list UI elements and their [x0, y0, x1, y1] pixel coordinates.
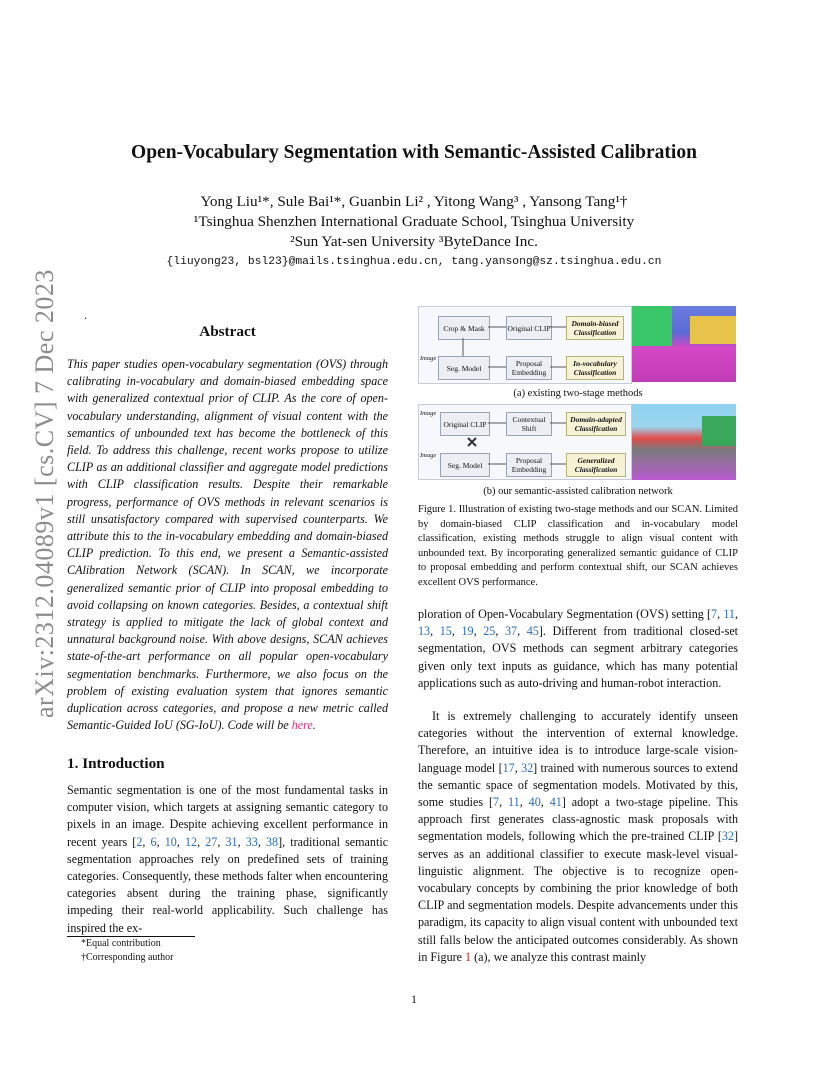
- citation[interactable]: 7: [711, 607, 718, 621]
- citation[interactable]: 17: [502, 760, 515, 775]
- citation[interactable]: 32: [521, 760, 534, 775]
- image-label-b-bottom: Image: [420, 452, 437, 459]
- citation-list[interactable]: 7, 11, 40, 41: [493, 795, 562, 810]
- contextual-shift-box: Contextual Shift: [506, 412, 552, 436]
- seg-model-box-b: Seg. Model: [440, 453, 490, 477]
- citation[interactable]: 31: [225, 834, 238, 849]
- arrows-a: [418, 306, 630, 382]
- domain-biased-box: Domain-biased Classification: [566, 316, 624, 340]
- figure-caption: Figure 1. Illustration of existing two-stage methods and our SCAN. Limited by domain-biased CLIP classification and in-vocabulary model classification, existing methods struggle to align visual content with unbounded text. By incorporating generalized semantic guidance of CLIP to proposal embedding and perform contextual shift, our SCAN achieves excellent OVS performance.: [418, 504, 738, 588]
- image-label-a: Image: [420, 355, 437, 362]
- citation[interactable]: 2: [136, 834, 143, 849]
- abstract-body: This paper studies open-vocabulary segmentation (OVS) through calibrating in-vocabulary and domain-biased embedding space with generalized contextual prior of CLIP. As the core of open-vocabulary understanding, alignment of visual content with the semantics of unbounded text has become the bottleneck of this field. To address this challenge, recent works propose to utilize CLIP as an additional classifier and aggregate model predictions with CLIP classification results. Despite their remarkable progress, performance of OVS methods in relevant scenarios is still unsatisfactory compared with supervised counterparts. We attribute this to the in-vocabulary embedding and domain-biased CLIP prediction. To this end, we present a Semantic-assisted CAlibration Network (SCAN). In SCAN, we incorporate generalized semantic prior of CLIP into proposal embedding to avoid collapsing on known categories. Besides, a contextual shift strategy is applied to mitigate the lack of global context and unnatural background noise. With above designs, SCAN achieves state-of-the-art performance on all popular open-vocabulary segmentation benchmarks. Furthermore, we also focus on the problem of existing evaluation system that ignores semantic duplication across categories, and propose a new metric called Semantic-Guided IoU (SG-IoU). Code will be here.: [67, 357, 388, 733]
- code-link[interactable]: here: [291, 718, 313, 733]
- arxiv-stamp: arXiv:2312.04089v1 [cs.CV] 7 Dec 2023: [30, 269, 59, 718]
- page-number: 1: [411, 992, 417, 1006]
- citation-list[interactable]: 17, 32: [502, 760, 534, 775]
- paper-title: Open-Vocabulary Segmentation with Semantic-Assisted Calibration: [131, 142, 697, 163]
- citation[interactable]: 27: [205, 834, 218, 849]
- citation[interactable]: 41: [549, 795, 562, 810]
- figure-1: [418, 306, 738, 501]
- citation[interactable]: 40: [528, 795, 541, 810]
- original-clip-box-b: Original CLIP: [440, 412, 490, 436]
- citation[interactable]: 33: [245, 834, 258, 849]
- citation[interactable]: 45: [526, 624, 539, 639]
- citation[interactable]: 25: [483, 624, 496, 639]
- citation[interactable]: 10: [164, 834, 177, 849]
- abstract-heading: Abstract: [199, 323, 256, 340]
- section-heading-introduction: 1. Introduction: [67, 755, 165, 772]
- citation-list[interactable]: 7, 11, 13, 15, 19, 25, 37, 45: [418, 607, 739, 639]
- segmentation-image-a: [632, 306, 736, 382]
- in-vocabulary-box: In-vocabulary Classification: [566, 356, 624, 380]
- citation[interactable]: 11: [723, 607, 735, 621]
- seg-model-box-a: Seg. Model: [438, 356, 490, 380]
- citation[interactable]: 13: [418, 624, 431, 639]
- citation[interactable]: 11: [508, 795, 520, 810]
- proposal-embedding-box-a: Proposal Embedding: [506, 356, 552, 380]
- citation-list[interactable]: 2, 6, 10, 12, 27, 31, 33, 38: [136, 834, 279, 849]
- citation[interactable]: 15: [439, 624, 452, 639]
- citation[interactable]: 19: [461, 624, 474, 639]
- domain-adapted-box: Domain-adapted Classification: [566, 412, 626, 436]
- citation[interactable]: 7: [493, 795, 500, 810]
- right-paragraph-2: It is extremely challenging to accurately identify unseen categories without the intervention of external knowledge. Therefore, an intuitive idea is to introduce large-scale vision-language model [17, 32] trained with numerous sources to extend the semantic space of segmentation models. Motivated by this, some studies [7, 11, 40, 41] adopt a two-stage pipeline. This approach first generates class-agnostic mask proposals with segmentation models, following which the pre-trained CLIP [32] serves as an additional classifier to execute mask-level visual-linguistic alignment. The objective is to recognize open-vocabulary concepts by combining the prior knowledge of both CLIP and segmentation models. Despite advancements under this paradigm, its capacity to align visual content with unbounded text still falls below the anticipated outcomes considerably. As shown in Figure 1 (a), we analyze this contrast mainly: [418, 709, 739, 964]
- footnote-equal-contribution: *Equal contribution: [81, 938, 161, 949]
- citation[interactable]: 6: [150, 834, 157, 849]
- footnote-corresponding-author: †Corresponding author: [81, 952, 174, 963]
- right-paragraph-1: ploration of Open-Vocabulary Segmentation (OVS) setting [7, 11, 13, 15, 19, 25, 37, 45]. Different from traditional closed-set segmentation, OVS methods can segment arbitrary categories given only text inputs as guidance, which has many potential applications such as auto-driving and human-robot interaction.: [418, 607, 739, 690]
- citation[interactable]: 37: [505, 624, 518, 639]
- crop-mask-box: Crop & Mask: [438, 316, 490, 340]
- footnote-rule: [67, 936, 195, 937]
- emails: {liuyong23, bsl23}@mails.tsinghua.edu.cn, tang.yansong@sz.tsinghua.edu.cn: [166, 256, 662, 268]
- arrows-b: [418, 404, 630, 480]
- citation[interactable]: 12: [184, 834, 198, 849]
- segmentation-image-b: [632, 404, 736, 480]
- figure-reference[interactable]: 1: [465, 949, 472, 964]
- affiliation-1: ¹Tsinghua Shenzhen International Graduate School, Tsinghua University: [193, 213, 635, 230]
- stray-dot: .: [84, 308, 87, 322]
- generalized-box: Generalized Classification: [566, 453, 626, 477]
- intro-paragraph: Semantic segmentation is one of the most fundamental tasks in computer vision, which targets at assigning semantic category to pixels in an image. Despite achieving excellent performance in recent years [2, 6, 10, 12, 27, 31, 33, 38], traditional semantic segmentation approaches rely on predefined sets of training categories. Consequently, these methods falter when encountering categories absent during the training phase, significantly impeding their real-world applicability. Such challenge has inspired the ex-: [67, 783, 389, 935]
- proposal-embedding-box-b: Proposal Embedding: [506, 453, 552, 477]
- original-clip-box-a: Original CLIP: [506, 316, 552, 340]
- image-label-b-top: Image: [420, 410, 437, 417]
- affiliation-2: ²Sun Yat-sen University ³ByteDance Inc.: [290, 233, 538, 250]
- subcaption-b: (b) our semantic-assisted calibration network: [483, 486, 673, 497]
- subcaption-a: (a) existing two-stage methods: [513, 388, 643, 399]
- citation[interactable]: 32: [721, 829, 734, 844]
- citation[interactable]: 38: [265, 834, 279, 849]
- authors: Yong Liu¹*, Sule Bai¹*, Guanbin Li² , Yitong Wang³ , Yansong Tang¹†: [200, 193, 628, 210]
